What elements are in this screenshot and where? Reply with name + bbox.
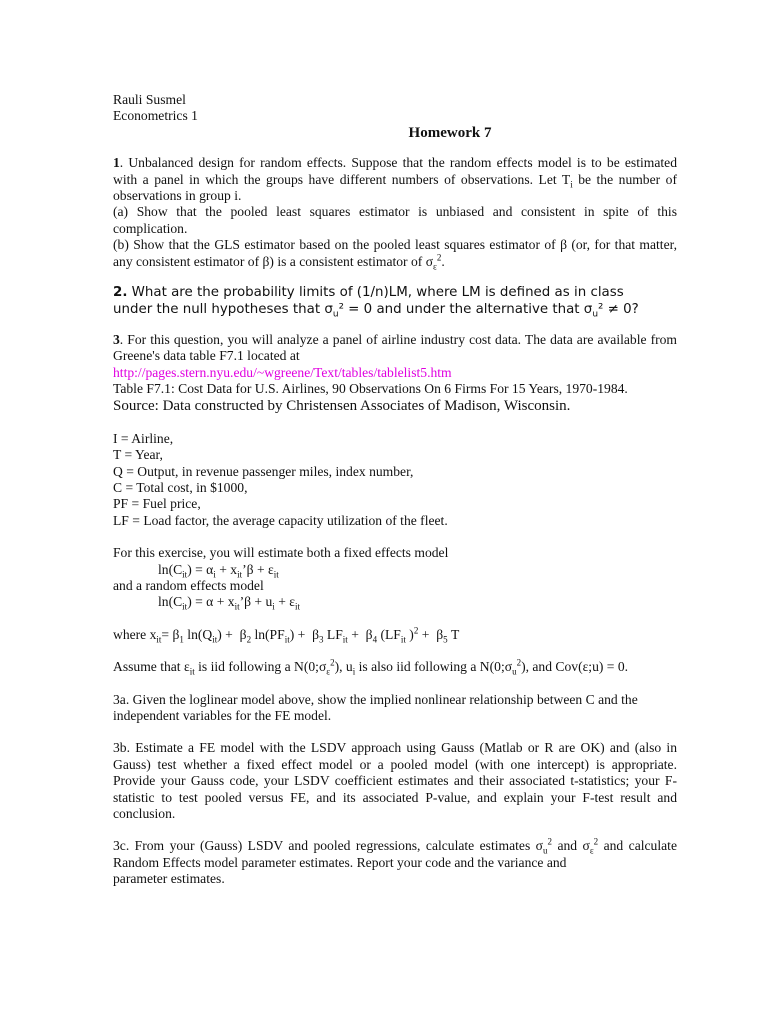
q3c-superscript: 2 xyxy=(593,836,599,847)
q3c-text: 3c. From your (Gauss) LSDV and pooled regressions, calculate estimates σ xyxy=(113,838,544,854)
q3-line xyxy=(113,332,677,348)
q3c-superscript: 2 xyxy=(547,836,553,847)
q3a-line: 3a. Given the loglinear model above, show the implied nonlinear relationship between C and the xyxy=(113,691,638,707)
q1b-text: . xyxy=(441,253,445,269)
q3-text: . For this question, you will analyze a panel of airline industry cost data. The data are available from xyxy=(119,332,677,348)
q3b-line: 3b. Estimate a FE model with the LSDV approach using Gauss (Matlab or R are OK) and (also in xyxy=(113,740,677,756)
q3-line: Greene's data table F7.1 located at xyxy=(113,348,300,364)
variable-item: Q = Output, in revenue passenger miles, index number, xyxy=(113,463,414,479)
fe-equation: $\ln(C_{it}) = \alpha_i$ + $x_{it}’\beta + \varepsilon_{it}$ xyxy=(158,561,279,580)
q3c-text: and σ xyxy=(552,838,590,854)
assume-subscript: ε xyxy=(326,666,331,677)
q3b-line: Provide your Gauss code, your LSDV coefficient estimates and their associated t-statistics; your F- xyxy=(113,773,677,789)
q3c-line: Random Effects model parameter estimates. Report your code and the variance and xyxy=(113,854,567,870)
assume-subscript: u xyxy=(512,666,517,677)
variable-item: I = Airline, xyxy=(113,430,174,446)
variable-item: T = Year, xyxy=(113,447,163,463)
data-table-link[interactable]: http://pages.stern.nyu.edu/~wgreene/Text/tables/tablelist5.htm xyxy=(113,364,452,380)
homework-page xyxy=(113,92,677,888)
q1-text: . Unbalanced design for random effects. Suppose that the random effects model is to be estimated xyxy=(119,155,677,171)
q3c-line xyxy=(113,836,677,857)
q2-text: ² = 0 and under the alternative that σ xyxy=(338,302,593,318)
assume-subscript: it xyxy=(189,666,195,677)
q1-line xyxy=(113,155,677,171)
data-source: Source: Data constructed by Christensen Associates of Madison, Wisconsin. xyxy=(113,397,571,414)
q1-text: be the number of xyxy=(572,171,677,187)
q1b-line xyxy=(113,254,677,270)
question-1 xyxy=(113,155,677,270)
assume-subscript: i xyxy=(352,666,356,677)
error-assumptions xyxy=(113,659,677,675)
q2-text: ² ≠ 0? xyxy=(598,302,639,318)
q1-line xyxy=(113,172,677,188)
variable-item: LF = Load factor, the average capacity utilization of the fleet. xyxy=(113,512,448,528)
course-name: Econometrics 1 xyxy=(113,108,198,124)
q2-text: under the null hypotheses that σ xyxy=(113,302,333,318)
assume-superscript: 2 xyxy=(330,657,335,668)
q2-subscript: u xyxy=(332,309,339,320)
q2-subscript: u xyxy=(592,309,599,320)
q1-subscript: i xyxy=(570,179,573,190)
author-name: Rauli Susmel xyxy=(113,92,186,107)
q1a-line: complication. xyxy=(113,220,188,236)
assume-text: is also iid following a N(0;σ xyxy=(355,659,513,675)
q2-line xyxy=(113,284,677,301)
assume-text: Assume that ε xyxy=(113,659,190,675)
question-3 xyxy=(113,332,677,888)
q1b-subscript: ε xyxy=(433,261,437,272)
q1-number: 1 xyxy=(113,155,120,171)
assume-text: is iid following a N(0;σ xyxy=(194,659,327,675)
assume-text: ), and Cov(ε;u) = 0. xyxy=(521,659,629,675)
q2-text: What are the probability limits of (1/n)LM, where LM is defined as in class xyxy=(127,285,624,301)
regressor-definition: where $x_{it}= \beta_1$ $\ln(Q_{it}) + \beta_2$ $\ln(PF_{it}) + \beta_3$ $LF_{it} + \beta_4$ ($LF_{it}$ )$^2 + \beta_5$ T xyxy=(113,625,460,645)
q3a-line: independent variables for the FE model. xyxy=(113,707,332,723)
assume-text: ), u xyxy=(334,659,353,675)
q1b-superscript: 2 xyxy=(436,252,442,263)
variable-list xyxy=(113,431,677,529)
q1b-line: (b) Show that the GLS estimator based on the pooled least squares estimator of β (or, for that matter, xyxy=(113,237,677,253)
assume-superscript: 2 xyxy=(516,657,522,668)
q1-text: with a panel in which the groups have different numbers of observations. Let T xyxy=(113,171,571,187)
q1b-text: any consistent estimator of β) is a consistent estimator of σ xyxy=(113,253,434,269)
question-2 xyxy=(113,284,677,318)
fe-intro: For this exercise, you will estimate both a fixed effects model xyxy=(113,545,449,561)
q2-number: 2. xyxy=(113,285,128,301)
q3b-line: Gauss) test whether a fixed effect model or a pooled model (with one intercept) is appropriate. xyxy=(113,756,677,772)
q3c-subscript: u xyxy=(543,846,548,857)
variable-item: PF = Fuel price, xyxy=(113,496,201,512)
q3b-line: statistic to test pooled versus FE, and its associated P-value, and explain your F-test result and xyxy=(113,789,677,805)
q3c-line: parameter estimates. xyxy=(113,871,225,887)
page-title: Homework 7 xyxy=(408,124,492,141)
re-equation: $\ln(C_{it}) = \alpha$ + $x_{it}’\beta + u_i + \varepsilon_{it}$ xyxy=(158,594,300,613)
re-intro: and a random effects model xyxy=(113,577,264,593)
q1-line: observations in group i. xyxy=(113,188,242,204)
q3c-subscript: ε xyxy=(589,846,594,857)
q1a-line: (a) Show that the pooled least squares estimator is unbiased and consistent in spite of this xyxy=(113,204,677,220)
q3c-text: and calculate xyxy=(598,838,677,854)
q3-number: 3 xyxy=(113,332,120,348)
table-caption: Table F7.1: Cost Data for U.S. Airlines, 90 Observations On 6 Firms For 15 Years, 1970-1984. xyxy=(113,381,628,397)
variable-item: C = Total cost, in $1000, xyxy=(113,479,248,495)
q3b-line: conclusion. xyxy=(113,806,176,821)
q2-line xyxy=(113,301,677,318)
